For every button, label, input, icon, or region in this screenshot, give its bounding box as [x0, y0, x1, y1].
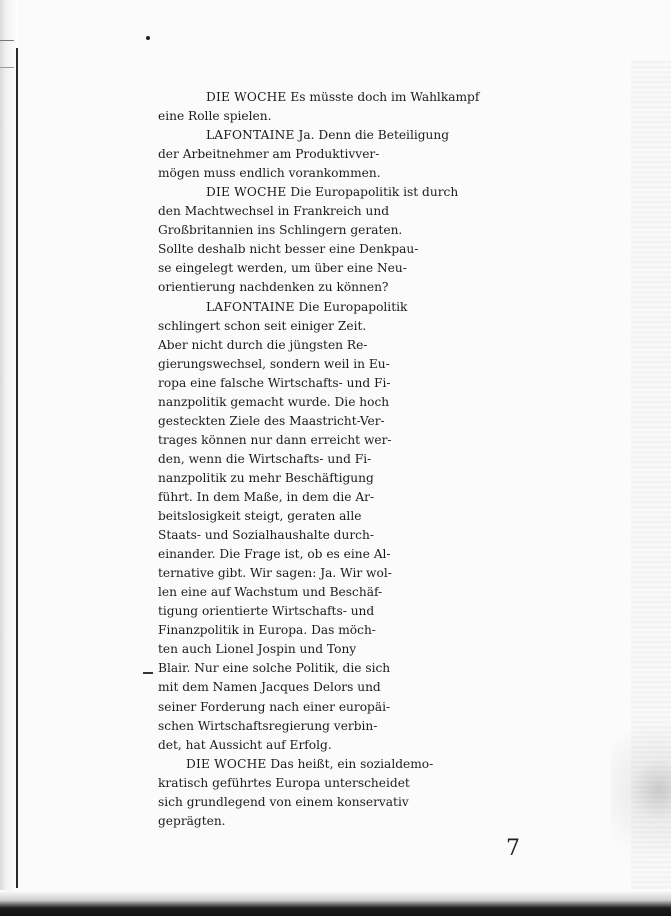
text-line — [158, 812, 458, 831]
text-line — [158, 755, 458, 774]
text-line — [158, 774, 458, 793]
line-text: Es müsste doch im Wahlkampf — [286, 90, 480, 104]
margin-dash-mark — [143, 672, 153, 674]
text-line — [158, 698, 458, 717]
text-line — [158, 431, 458, 450]
text-line — [158, 221, 458, 240]
line-text: den Machtwechsel in Frankreich und — [158, 204, 390, 219]
line-text: ternative gibt. Wir sagen: Ja. Wir wol- — [158, 566, 392, 581]
line-text: Finanzpolitik in Europa. Das möch- — [158, 623, 376, 638]
speaker-label: LAFONTAINE — [206, 299, 295, 314]
line-text: nanzpolitik gemacht wurde. Die hoch — [158, 394, 390, 409]
scan-dot — [146, 36, 150, 40]
line-text: der Arbeitnehmer am Produktivver- — [158, 147, 380, 162]
line-text: schlingert schon seit einiger Zeit. — [158, 318, 367, 333]
interview-text — [158, 88, 480, 831]
line-text: den, wenn die Wirtschafts- und Fi- — [158, 451, 372, 466]
text-line — [158, 202, 458, 221]
speaker-label: DIE WOCHE — [206, 185, 287, 200]
text-line — [158, 298, 458, 317]
text-line — [158, 659, 458, 678]
line-text: Das heißt, ein sozialdemo- — [266, 756, 434, 771]
text-line — [158, 126, 458, 145]
page-number: 7 — [506, 836, 520, 861]
line-text: tigung orientierte Wirtschafts- und — [158, 604, 375, 619]
line-text: ropa eine falsche Wirtschafts- und Fi- — [158, 375, 391, 390]
line-text: se eingelegt werden, um über eine Neu- — [158, 261, 407, 276]
line-text: trages können nur dann erreicht wer- — [158, 432, 392, 447]
line-text: Staats- und Sozialhaushalte durch- — [158, 528, 374, 543]
text-line — [158, 107, 458, 126]
line-text: kratisch geführtes Europa unterscheidet — [158, 775, 410, 790]
text-line — [158, 412, 458, 431]
line-text: Sollte deshalb nicht besser eine Denkpau- — [158, 242, 419, 257]
text-line — [158, 488, 458, 507]
line-text: mit dem Namen Jacques Delors und — [158, 680, 381, 695]
text-line — [158, 602, 458, 621]
line-text: einander. Die Frage ist, ob es eine Al- — [158, 547, 391, 562]
text-line — [158, 583, 458, 602]
text-line — [158, 545, 458, 564]
text-line — [158, 355, 458, 374]
line-text: Die Europapolitik — [294, 299, 408, 314]
speaker-label: LAFONTAINE — [206, 128, 295, 143]
line-text: gierungswechsel, sondern weil in Eu- — [158, 356, 390, 371]
text-line — [158, 736, 458, 755]
text-line — [158, 564, 458, 583]
text-line — [158, 88, 480, 107]
text-line — [158, 793, 458, 812]
line-text: mögen muss endlich vorankommen. — [158, 166, 381, 181]
text-line — [158, 678, 458, 697]
line-text: führt. In dem Maße, in dem die Ar- — [158, 489, 375, 504]
text-line — [158, 640, 458, 659]
text-line — [158, 507, 458, 526]
text-line — [158, 240, 458, 259]
scan-top-tick — [0, 40, 14, 68]
line-text: Blair. Nur eine solche Politik, die sich — [158, 661, 391, 676]
text-line — [158, 469, 458, 488]
scan-speckle — [611, 640, 671, 890]
scan-left-rule — [16, 48, 18, 888]
text-line — [158, 393, 458, 412]
line-text: Großbritannien ins Schlingern geraten. — [158, 223, 403, 238]
text-line — [158, 526, 458, 545]
line-text: sich grundlegend von einem konservativ — [158, 794, 409, 809]
line-text: schen Wirtschaftsregierung verbin- — [158, 718, 378, 733]
speaker-label: DIE WOCHE — [186, 756, 267, 771]
speaker-label: DIE WOCHE — [206, 90, 287, 104]
line-text: Ja. Denn die Beteiligung — [294, 128, 450, 143]
text-line — [158, 336, 458, 355]
line-text: Die Europapolitik ist durch — [286, 185, 459, 200]
text-line — [158, 145, 458, 164]
text-line — [158, 450, 458, 469]
line-text: ten auch Lionel Jospin und Tony — [158, 642, 357, 657]
line-text: gesteckten Ziele des Maastricht-Ver- — [158, 413, 385, 428]
line-text: beitslosigkeit steigt, geraten alle — [158, 509, 362, 524]
text-line — [158, 621, 458, 640]
line-text: orientierung nachdenken zu können? — [158, 280, 389, 295]
text-line — [158, 374, 458, 393]
text-line — [158, 183, 458, 202]
line-text: Aber nicht durch die jüngsten Re- — [158, 337, 368, 352]
scan-bottom-edge — [0, 890, 671, 916]
text-line — [158, 317, 458, 336]
line-text: eine Rolle spielen. — [158, 109, 272, 124]
text-line — [158, 164, 458, 183]
line-text: len eine auf Wachstum und Beschäf- — [158, 585, 383, 600]
text-line — [158, 278, 458, 297]
line-text: geprägten. — [158, 813, 226, 828]
line-text: nanzpolitik zu mehr Beschäftigung — [158, 470, 374, 485]
text-line — [158, 717, 458, 736]
text-line — [158, 259, 458, 278]
line-text: seiner Forderung nach einer europäi- — [158, 699, 391, 714]
line-text: det, hat Aussicht auf Erfolg. — [158, 737, 332, 752]
